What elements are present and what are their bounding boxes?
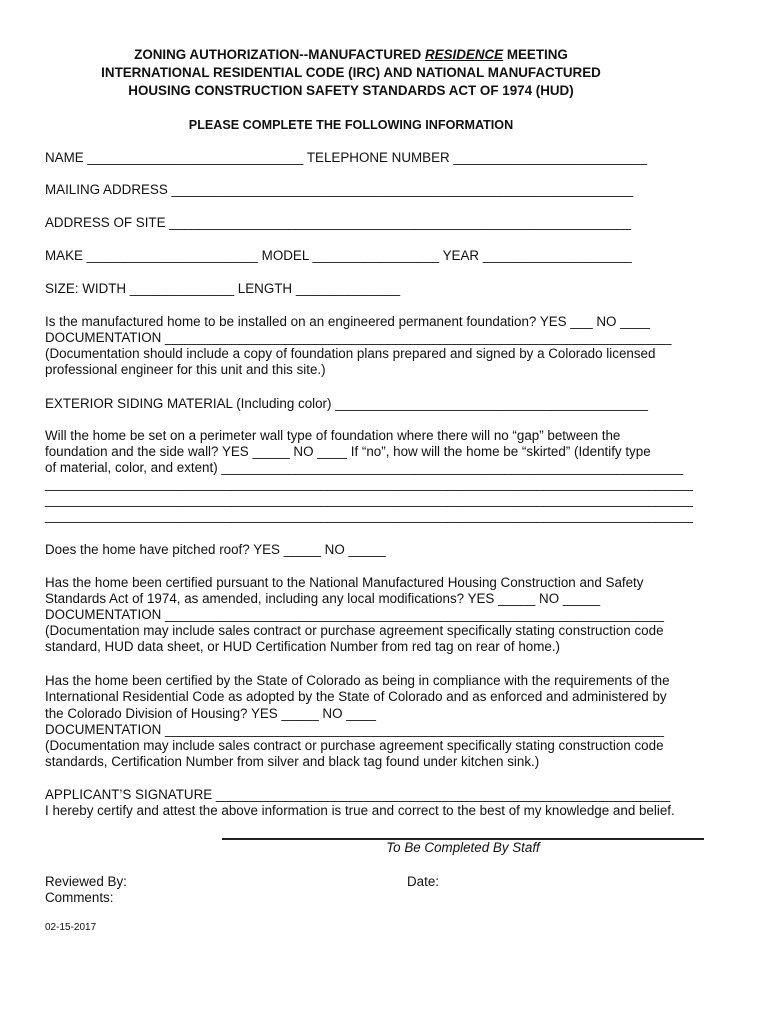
- perimeter-yes-no[interactable]: foundation and the side wall? YES _____ NO ____ If “no”, how will the home be “skirted” (Identify type: [45, 444, 651, 459]
- site-address-field[interactable]: ADDRESS OF SITE ______________________________________________________________: [45, 215, 631, 230]
- hud-yes-no[interactable]: Standards Act of 1974, as amended, including any local modifications? YES _____ NO _____: [45, 591, 601, 606]
- date-label: Date:: [407, 874, 440, 889]
- signature-field[interactable]: APPLICANT’S SIGNATURE _____________________________________________________________: [45, 787, 671, 802]
- instructions-heading: PLEASE COMPLETE THE FOLLOWING INFORMATION: [188, 118, 514, 132]
- title-line-2: INTERNATIONAL RESIDENTIAL CODE (IRC) AND NATIONAL MANUFACTURED: [101, 65, 601, 80]
- perimeter-question: Will the home be set on a perimeter wall type of foundation where there will no “gap” between the: [45, 428, 621, 443]
- skirting-field[interactable]: of material, color, and extent) ______________________________________________________________: [45, 460, 684, 475]
- reviewed-by-label: Reviewed By:: [45, 874, 127, 889]
- mailing-address-field[interactable]: MAILING ADDRESS ______________________________________________________________: [45, 182, 634, 197]
- irc-note: (Documentation may include sales contract or purchase agreement specifically stating construction code: [45, 738, 664, 753]
- irc-documentation-field[interactable]: DOCUMENTATION ___________________________________________________________________: [45, 722, 664, 737]
- skirting-line-4[interactable]: _______________________________________________________________________________________: [45, 508, 693, 523]
- title-line-1: ZONING AUTHORIZATION--MANUFACTURED RESIDENCE MEETING: [134, 47, 568, 62]
- pitched-roof-question[interactable]: Does the home have pitched roof? YES _____ NO _____: [45, 542, 386, 557]
- revision-date: 02-15-2017: [45, 922, 97, 933]
- hud-note-cont: standard, HUD data sheet, or HUD Certification Number from red tag on rear of home.): [45, 639, 561, 654]
- certification-statement: I hereby certify and attest the above information is true and correct to the best of my knowledge and belief.: [45, 803, 675, 818]
- hud-note: (Documentation may include sales contract or purchase agreement specifically stating construction code: [45, 623, 664, 638]
- irc-question-cont: International Residential Code as adopted by the State of Colorado and as enforced and administered by: [45, 689, 667, 704]
- foundation-note-cont: professional engineer for this unit and this site.): [45, 362, 326, 377]
- comments-label: Comments:: [45, 890, 114, 905]
- skirting-line-2[interactable]: _______________________________________________________________________________________: [45, 476, 693, 491]
- foundation-documentation-field[interactable]: DOCUMENTATION ____________________________________________________________________: [45, 330, 672, 345]
- irc-question: Has the home been certified by the State of Colorado as being in compliance with the requirements of the: [45, 673, 670, 688]
- name-phone-field[interactable]: NAME _____________________________ TELEPHONE NUMBER __________________________: [45, 150, 648, 165]
- title-line-3: HOUSING CONSTRUCTION SAFETY STANDARDS ACT OF 1974 (HUD): [128, 83, 574, 98]
- size-field[interactable]: SIZE: WIDTH ______________ LENGTH ______________: [45, 281, 401, 296]
- form-title: [40, 46, 662, 100]
- hud-question: Has the home been certified pursuant to the National Manufactured Housing Construction and Safety: [45, 575, 644, 590]
- siding-material-field[interactable]: EXTERIOR SIDING MATERIAL (Including color) __________________________________________: [45, 396, 648, 411]
- foundation-question[interactable]: Is the manufactured home to be installed on an engineered permanent foundation? YES ___ NO ____: [45, 314, 650, 329]
- staff-section-heading: To Be Completed By Staff: [386, 840, 540, 855]
- foundation-note: (Documentation should include a copy of foundation plans prepared and signed by a Colorado licensed: [45, 346, 656, 361]
- hud-documentation-field[interactable]: DOCUMENTATION ___________________________________________________________________: [45, 607, 664, 622]
- skirting-line-3[interactable]: _______________________________________________________________________________________: [45, 492, 693, 507]
- irc-yes-no[interactable]: the Colorado Division of Housing? YES _____ NO ____: [45, 706, 377, 721]
- irc-note-cont: standards, Certification Number from silver and black tag found under kitchen sink.): [45, 754, 540, 769]
- title-emphasis: RESIDENCE: [424, 47, 504, 62]
- make-model-year-field[interactable]: MAKE _______________________ MODEL _________________ YEAR ____________________: [45, 248, 632, 263]
